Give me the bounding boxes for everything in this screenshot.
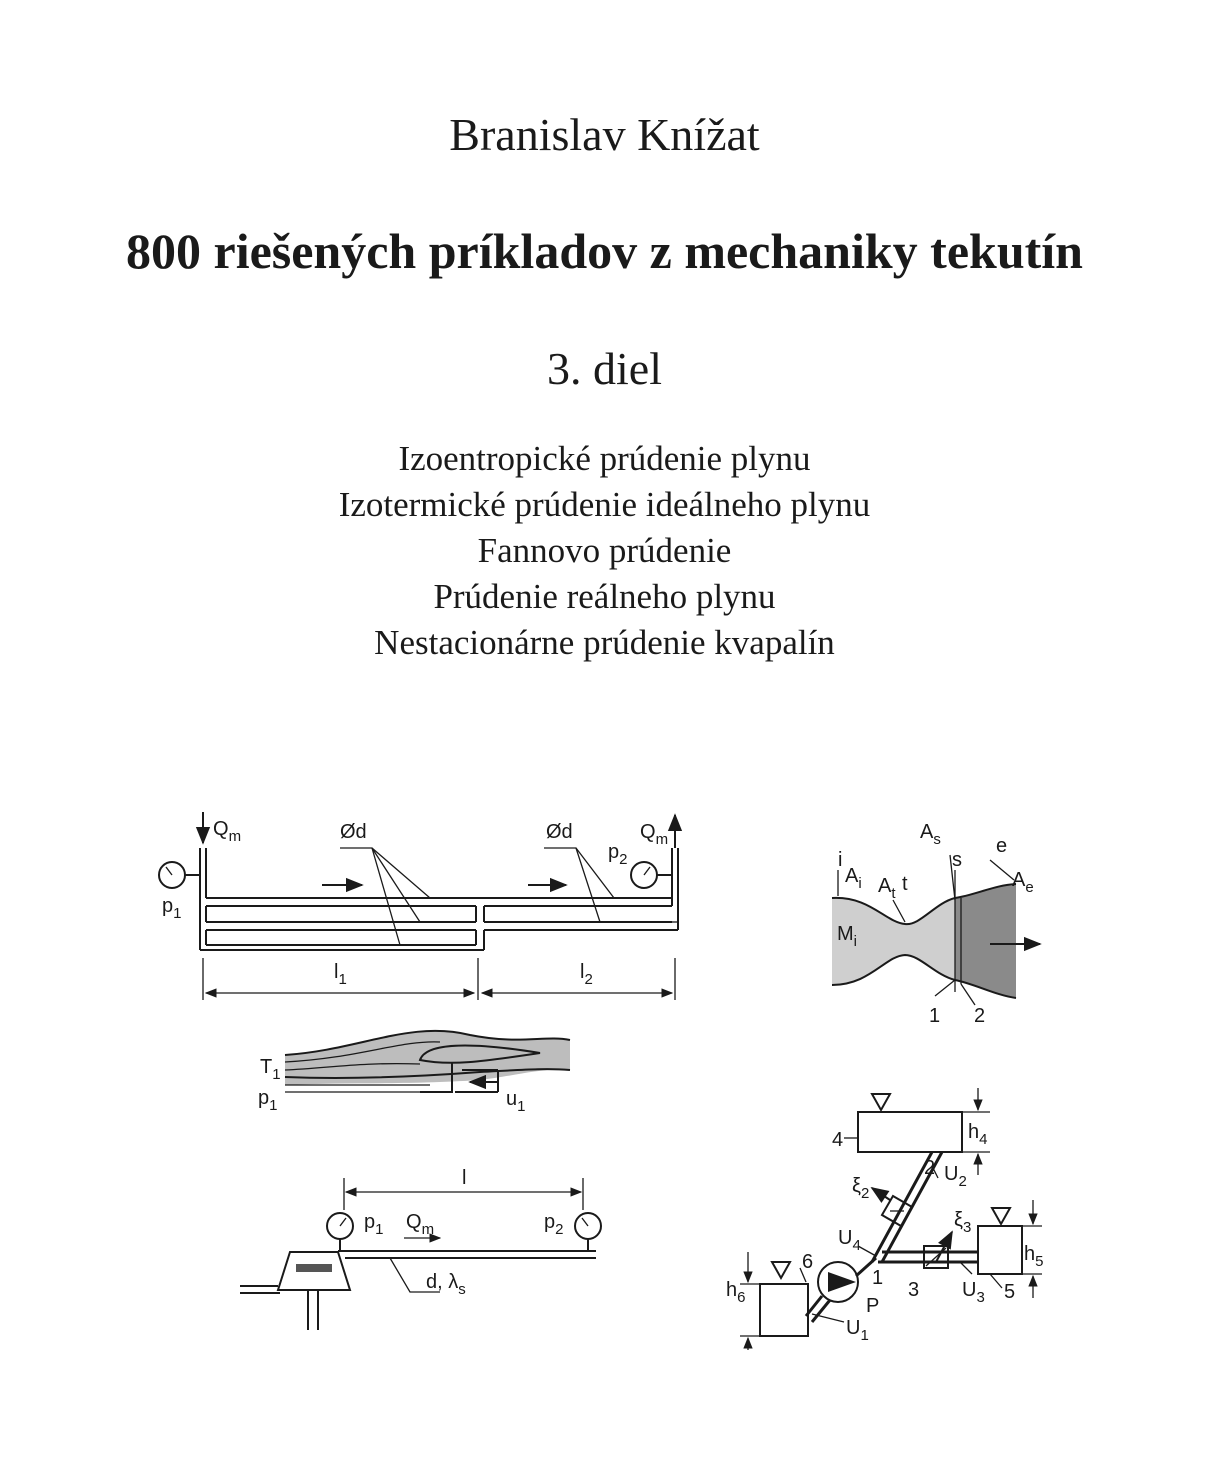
label-At: A — [878, 875, 892, 897]
label-xi2: ξ — [852, 1175, 861, 1197]
volume-label: 3. diel — [547, 343, 662, 394]
book-title: 800 riešených príkladov z mechaniky tekutín — [126, 223, 1083, 279]
svg-text:ξ3 — [954, 1209, 971, 1236]
nozzle-figure — [832, 821, 1040, 1027]
network-figure — [726, 1088, 1043, 1350]
label-6: 6 — [802, 1251, 814, 1273]
svg-text:h4 — [968, 1121, 987, 1148]
airfoil-figure — [258, 1031, 570, 1115]
svg-text:p2 — [544, 1211, 563, 1238]
svg-text:Qm — [640, 821, 668, 848]
pressure-gauge-icon — [327, 1213, 353, 1251]
pipe-system-figure — [159, 812, 678, 1000]
pressure-gauge-icon — [575, 1213, 601, 1251]
label-2: 2 — [924, 1157, 936, 1179]
label-sub: e — [1025, 879, 1034, 896]
label-l: l — [462, 1167, 467, 1189]
label-sub: 6 — [737, 1289, 746, 1306]
label-Mi: M — [837, 923, 854, 945]
label-sub: 2 — [555, 1221, 564, 1238]
label-U4: U — [838, 1227, 853, 1249]
topic-item: Nestacionárne prúdenie kvapalín — [374, 623, 835, 662]
label-e: e — [996, 835, 1008, 857]
topic-item: Fannovo prúdenie — [477, 531, 732, 570]
label-Qm: Q — [640, 821, 656, 843]
label-sub: m — [421, 1221, 435, 1238]
label-sub: m — [228, 828, 242, 845]
label-Qm: Q — [406, 1211, 422, 1233]
label-p2: p — [608, 841, 620, 863]
label-U2: U — [944, 1163, 959, 1185]
compressor-icon — [240, 1252, 350, 1330]
label-d-lambda: d, λ — [426, 1271, 459, 1293]
svg-text:ξ2 — [852, 1175, 869, 1202]
svg-text:p1 — [364, 1211, 383, 1238]
label-sub: 1 — [338, 971, 347, 988]
label-sub: 1 — [860, 1327, 869, 1344]
label-sub: t — [891, 885, 896, 902]
label-Ai: A — [845, 865, 859, 887]
svg-text:At — [878, 875, 896, 902]
label-h4: h — [968, 1121, 980, 1143]
label-sub: 1 — [272, 1066, 281, 1083]
label-h5: h — [1024, 1243, 1036, 1265]
svg-text:d, λs — [426, 1271, 466, 1298]
pressure-gauge-icon — [631, 862, 672, 888]
label-sub: 2 — [958, 1173, 967, 1190]
svg-text:h5 — [1024, 1243, 1043, 1270]
valve-icon — [882, 1196, 912, 1226]
label-diameter: Ød — [546, 821, 573, 843]
topic-item: Izotermické prúdenie ideálneho plynu — [338, 485, 871, 524]
label-sub: 1 — [173, 905, 182, 922]
svg-text:p1 — [258, 1087, 277, 1114]
label-sub: 2 — [584, 971, 593, 988]
label-5: 5 — [1004, 1281, 1016, 1303]
topic-item: Prúdenie reálneho plynu — [433, 577, 776, 616]
label-diameter: Ød — [340, 821, 367, 843]
label-l2: l — [580, 961, 585, 983]
label-i: i — [838, 849, 843, 871]
svg-text:Ai — [845, 865, 862, 892]
label-s: s — [952, 849, 962, 871]
label-sub: s — [458, 1281, 466, 1298]
label-sub: 1 — [375, 1221, 384, 1238]
svg-text:h6 — [726, 1279, 745, 1306]
label-sub: i — [853, 933, 858, 950]
label-h6: h — [726, 1279, 738, 1301]
label-u1: u — [506, 1088, 518, 1110]
label-2: 2 — [974, 1005, 986, 1027]
label-U1: U — [846, 1317, 861, 1339]
svg-text:l2 — [580, 961, 593, 988]
pressure-gauge-icon — [159, 862, 200, 888]
label-sub: 1 — [269, 1097, 278, 1114]
label-U3: U — [962, 1279, 977, 1301]
label-T1: T — [260, 1056, 273, 1078]
author-name: Branislav Knížat — [449, 109, 760, 160]
pump-line-figure — [240, 1167, 601, 1330]
svg-text:As — [920, 821, 941, 848]
label-sub: i — [858, 875, 862, 892]
topic-item: Izoentropické prúdenie plynu — [398, 439, 811, 478]
svg-text:u1 — [506, 1088, 525, 1115]
label-sub: 3 — [976, 1289, 985, 1306]
svg-text:U1 — [846, 1317, 869, 1344]
label-p2: p — [544, 1211, 556, 1233]
svg-text:p1 — [162, 895, 181, 922]
label-p1: p — [162, 895, 174, 917]
svg-text:l1 — [334, 961, 347, 988]
pump-icon — [818, 1262, 858, 1302]
label-sub: 2 — [860, 1185, 870, 1202]
label-sub: 3 — [962, 1219, 972, 1236]
svg-text:Qm — [213, 818, 241, 845]
label-P: P — [866, 1295, 880, 1317]
label-1: 1 — [929, 1005, 941, 1027]
label-sub: m — [655, 831, 669, 848]
label-3: 3 — [908, 1279, 920, 1301]
label-l1: l — [334, 961, 339, 983]
label-xi3: ξ — [954, 1209, 963, 1231]
label-sub: 4 — [852, 1237, 861, 1254]
svg-text:U4 — [838, 1227, 861, 1254]
label-4: 4 — [832, 1129, 844, 1151]
label-sub: 2 — [619, 851, 628, 868]
svg-text:Qm — [406, 1211, 434, 1238]
svg-text:T1 — [260, 1056, 281, 1083]
label-sub: 5 — [1035, 1253, 1044, 1270]
label-p1: p — [258, 1087, 270, 1109]
svg-text:p2 — [608, 841, 627, 868]
label-1: 1 — [872, 1267, 884, 1289]
label-sub: 4 — [979, 1131, 988, 1148]
svg-text:U2 — [944, 1163, 967, 1190]
label-Qm: Q — [213, 818, 229, 840]
label-As: A — [920, 821, 934, 843]
label-p1: p — [364, 1211, 376, 1233]
svg-text:U3 — [962, 1279, 985, 1306]
label-sub: s — [933, 831, 941, 848]
label-Ae: A — [1012, 869, 1026, 891]
valve-icon — [924, 1246, 948, 1268]
label-sub: 1 — [517, 1098, 526, 1115]
label-t: t — [902, 873, 908, 895]
